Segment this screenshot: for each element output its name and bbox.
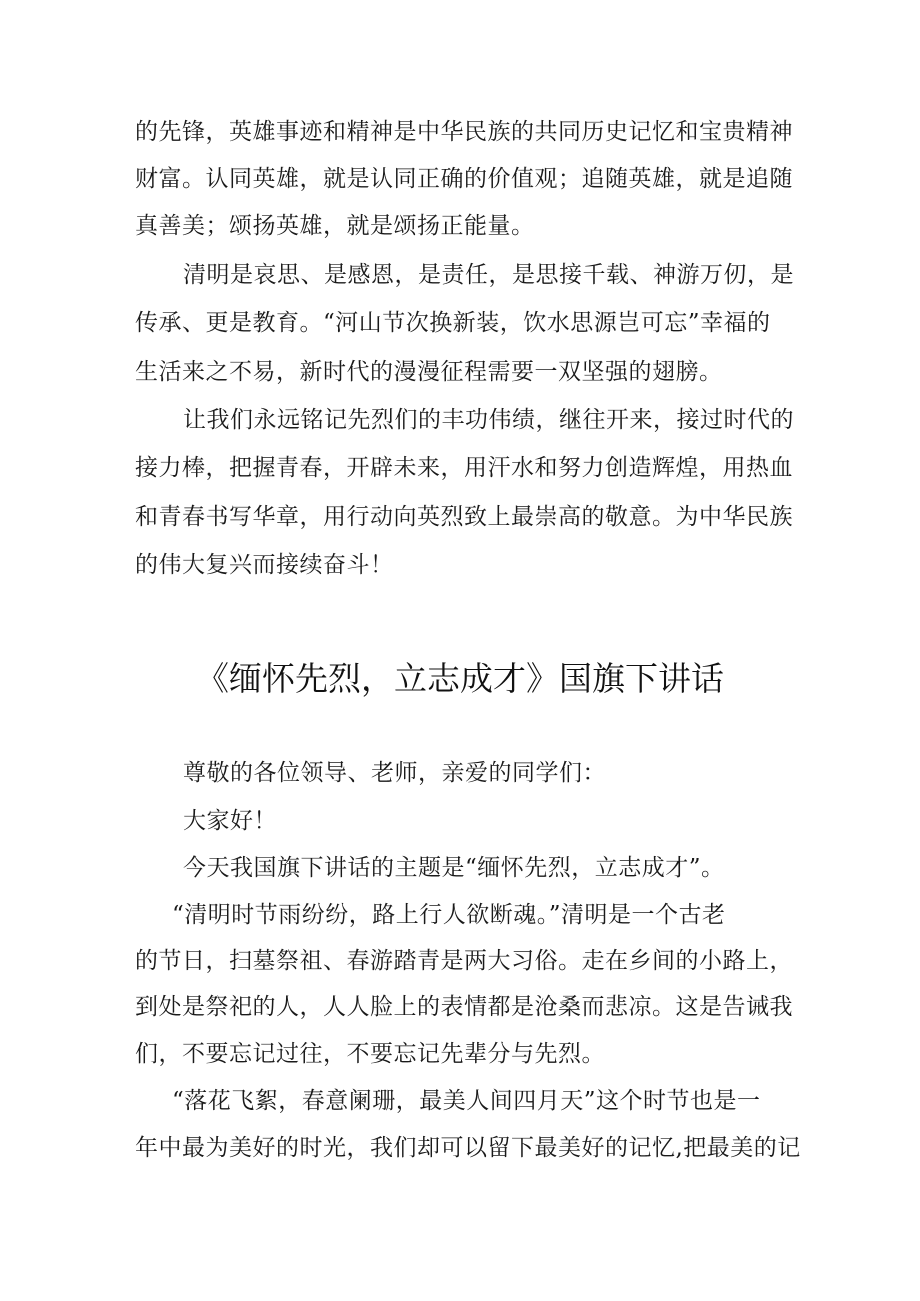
paragraph-line: 的伟大复兴而接续奋斗！: [135, 552, 394, 578]
greeting: 大家好！: [183, 808, 277, 834]
paragraph-line: 今天我国旗下讲话的主题是“缅怀先烈，立志成才”。: [183, 855, 725, 881]
salutation: 尊敬的各位领导、老师，亲爱的同学们：: [183, 760, 606, 786]
paragraph-line: 年中最为美好的时光，我们却可以留下最美好的记忆,把最美的记: [135, 1135, 801, 1161]
paragraph-line: 传承、更是教育。“河山节次换新装，饮水思源岂可忘”幸福的: [135, 310, 771, 336]
paragraph-line: 们，不要忘记过往，不要忘记先辈分与先烈。: [135, 1041, 605, 1067]
paragraph-line: 的节日，扫墓祭祖、春游踏青是两大习俗。走在乡间的小路上，: [135, 948, 793, 974]
paragraph-line: 到处是祭祀的人，人人脸上的表情都是沧桑而悲凉。这是告诫我: [135, 994, 793, 1020]
paragraph-line: 的先锋，英雄事迹和精神是中华民族的共同历史记忆和宝贵精神: [135, 119, 793, 145]
paragraph-line: 生活来之不易，新时代的漫漫征程需要一双坚强的翅膀。: [135, 359, 723, 385]
paragraph-line: 清明是哀思、是感恩，是责任，是思接千载、神游万仞，是: [183, 262, 794, 288]
paragraph-line: 让我们永远铭记先烈们的丰功伟绩，继往开来，接过时代的: [183, 407, 794, 433]
paragraph-line: “清明时节雨纷纷，路上行人欲断魂。”清明是一个古老: [172, 902, 726, 928]
speech-title: 《缅怀先烈，立志成才》国旗下讲话: [196, 659, 724, 698]
paragraph-line: 和青春书写华章，用行动向英烈致上最崇高的敬意。为中华民族: [135, 504, 793, 530]
paragraph-line: 财富。认同英雄，就是认同正确的价值观；追随英雄，就是追随: [135, 166, 793, 192]
paragraph-line: “落花飞絮，春意阑珊，最美人间四月天”这个时节也是一: [172, 1088, 761, 1114]
paragraph-line: 接力棒，把握青春，开辟未来，用汗水和努力创造辉煌，用热血: [135, 455, 793, 481]
paragraph-line: 真善美；颂扬英雄，就是颂扬正能量。: [135, 213, 535, 239]
